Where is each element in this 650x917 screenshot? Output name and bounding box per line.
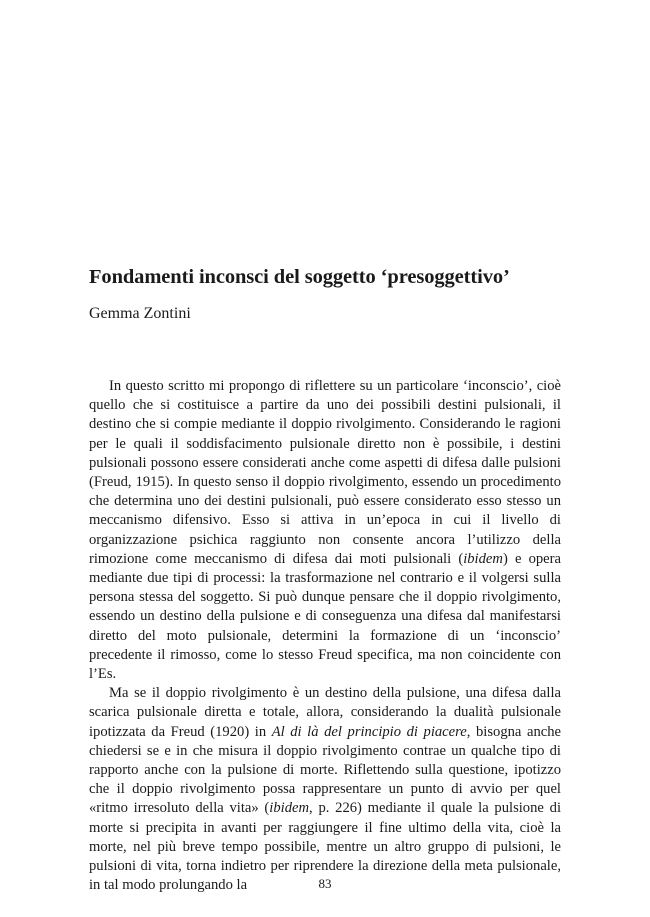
italic-run: ibidem	[463, 550, 503, 567]
article-body	[89, 377, 561, 895]
italic-run: Al di là del principio di piacere	[271, 723, 467, 740]
author-name: Gemma Zontini	[89, 305, 191, 322]
italic-run: ibidem	[269, 800, 310, 817]
text-run: ) e opera mediante due tipi di processi: la trasformazione nel contrario e il volgersi sulla persona stessa del soggetto. Si può dunque pensare che il doppio rivolgimento, essendo un destino della pulsione e di conseguenza una difesa dal manifestarsi diretto del moto pulsionale, determini la formazione di un ‘inconscio’ precedente il rimosso, come lo stesso Freud specifica, ma non coincidente con l’Es.	[89, 550, 562, 683]
text-run: , bisogna anche chiedersi se e in che misura il doppio rivolgimento contrae un qualche tipo di rapporto anche con la pulsione di morte. Riflettendo sulla questione, ipotizzo che il doppio rivolgimento possa rappresentare un punto di avvio per quel «ritmo irresoluto della vita» (	[89, 723, 561, 817]
paragraph	[89, 377, 561, 684]
text-run: , p. 226) mediante il quale la pulsione di morte si precipita in avanti per raggiungere il fine ultimo della vita, cioè la morte, nel più breve tempo possibile, mentre un altro gruppo di pulsioni, le pulsioni di vita, torna indietro per riprendere la direzione della meta pulsionale, in tal modo prolungando la	[89, 800, 561, 894]
text-run: In questo scritto mi propongo di riflettere su un particolare ‘inconscio’, cioè quello che si costituisce a partire da uno dei possibili destini pulsionali, il destino che si compie mediante il doppio rivolgimento. Considerando le ragioni per le quali il soddisfacimento pulsionale diretto non è possibile, i destini pulsionali possono essere considerati anche come aspetti di difesa dalle pulsioni (Freud, 1915). In questo senso il doppio rivolgimento, essendo un procedimento che determina uno dei destini pulsionali, può essere considerato esso stesso un meccanismo difensivo. Esso si attiva in un’epoca in cui il livello di organizzazione psichica raggiunto non consente ancora l’utilizzo della rimozione come meccanismo di difesa dai moti pulsionali (	[89, 378, 561, 567]
paragraph	[89, 684, 561, 895]
page-number: 83	[318, 876, 332, 891]
text-run: Ma se il doppio rivolgimento è un destino della pulsione, una difesa dalla scarica pulsionale diretta e totale, allora, considerando la dualità pulsionale ipotizzata da Freud (1920) in	[89, 685, 561, 740]
article-title: Fondamenti inconsci del soggetto ‘presoggettivo’	[89, 266, 510, 288]
